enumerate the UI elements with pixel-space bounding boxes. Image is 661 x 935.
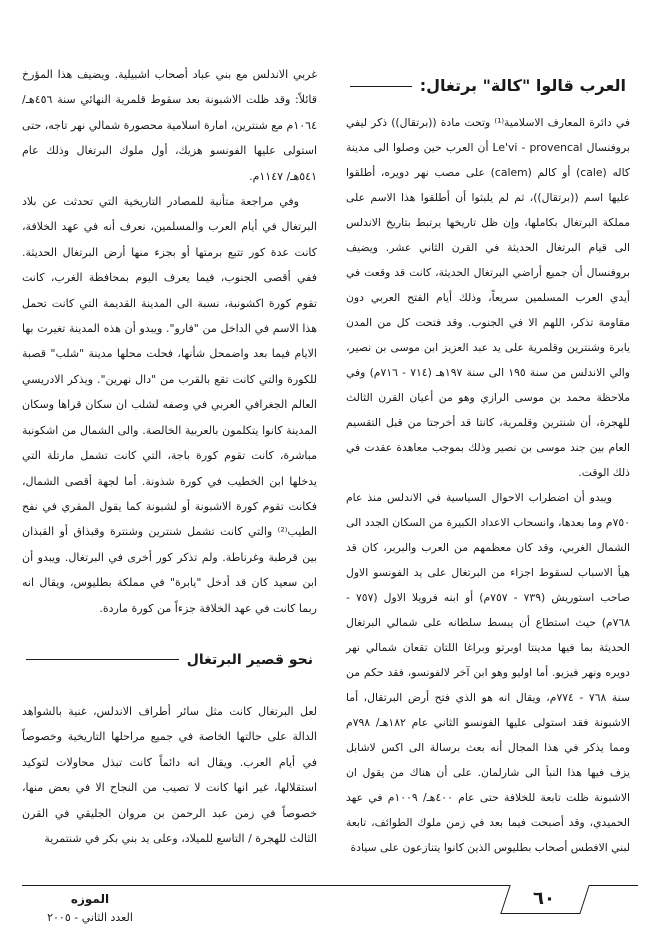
article-heading <box>346 62 630 110</box>
page-number: ٦٠ <box>533 888 555 909</box>
issue-info: العدد الثاني - ٢٠٠٥ <box>47 911 133 924</box>
left-column <box>22 62 317 851</box>
article-title: العرب قالوا "كالة" برتغال: <box>419 76 626 95</box>
section-title: نحو قصير البرتغال <box>186 651 313 668</box>
heading-rule <box>350 86 412 87</box>
paragraph: ويبدو أن اضطراب الاحوال السياسية في الاندلس منذ عام ٧٥٠م وما بعدها، وانسحاب الاعداد الكبيرة من السكان الجدد الى الشمال الغربي، وقد كان معظمهم من العرب والبربر، كان قد هيأ الاسباب لسقوط اجزاء من البرتغال على يد الفونسو الاول صاحب استوريش (٧٣٩ - ٧٥٧م) أو ابنه فرويلا الاول (٧٥٧ - ٧٦٨م) حيث استطاع أن يبسط سلطانه على شمالي البرتغال الحديثة بما فيها مدينتا اوبرتو وبراغا اللتان تقعان شمالي نهر دويره ونهر فيزيو. أما اوليو وهو ابن آخر لالفونسو، فقد حكم من سنة ٧٦٨ - ٧٧٤م، ويقال انه هو الذي فتح أرض البرتقال، أما الاشبونة فقد استولى عليها الفونسو الثاني عام ١٨٢هـ/ ٧٩٨م ومما يذكر في هذا المجال أنه بعث برسالة الى اكس لاشابل يزف فيها هذا النبأ الى شارلمان. على أن هناك من يقول ان الاشبونة ظلت تابعة للخلافة حتى عام ٤٠٠هـ/ ١٠٠٩م في عهد الحميدي، وقد أصبحت فيما بعد في زمن ملوك الطوائف، تابعة لبني الافطس أصحاب بطليوس الذين كانوا يتنازعون على سيادة <box>346 491 631 854</box>
paragraph: في دائرة المعارف الاسلامية⁽¹⁾ وتحت مادة ((برتقال)) ذكر ليفي بروفنسال Le'vi - provencal أن العرب حين وصلوا الى مدينة كاله (cale) أو كالم (calem) على مصب نهر دويره، أطلقوا عليها اسم ((برتقال))، ثم لم يلبثوا أن أطلقوا هذا الاسم على مملكة البرتغال بكاملها، وإن ظل تاريخها يرتبط بتاريخ الاندلس الى قيام البرتغال الحديثة في القرن الثاني عشر. ويضيف بروفنسال أن جميع أراضي البرتغال الحديثة، كانت قد وقعت في أيدي العرب المسلمين سريعاً، وذلك أيام الفتح العربي دون مقاومة تذكر، اللهم الا في الجنوب. وقد فتحت كل من المدن يابرة وشنترين وقلمرية على يد عبد العزيز ابن موسى بن نصير، والي الاندلس من سنة ١٩٥ الى سنة ١٩٧هـ (٧١٤ - ٧١٦م) وفي ملاحظة محمد بن موسى الرازي وهو من أعيان القرن الثالث للهجرة، أن شنترين وقلمرية، كانتا قد أخرجتا من قبل التقسيم العام بين جند موسى بن نصير وذلك بموجب معاهدة عقدت في ذلك الوقت. <box>346 116 631 479</box>
paragraph: لعل البرتغال كانت مثل سائر أطراف الاندلس، غنية بالشواهد الدالة على حالتها الخاصة في جميع مراحلها التاريخية وخصوصاً في أيام العرب. ويقال انه دائماً كانت تبذل محاولات لتوكيد استقلالها، غير انها كانت لا تصيب من النجاح الا في بعض منها، خصوصاً في زمن عبد الرحمن بن مروان الجليقي في القرن الثالث للهجرة / التاسع للميلاد، وعلى يد بني بكر في شنتمرية <box>22 704 317 845</box>
section-heading <box>22 643 317 677</box>
section-heading-rule <box>26 659 179 660</box>
paragraph: غربي الاندلس مع بني عباد أصحاب اشبيلية. ويضيف هذا المؤرخ قائلاً: وقد ظلت الاشبونة بعد سقوط قلمرية النهائي سنة ٤٥٦هـ/ ١٠٦٤م مع شنترين، امارة اسلامية محصورة شمالي نهر تاجه، حتى استولى عليها الفونسو هزيك، أول ملوك البرتغال وذلك عام ٥٤١هـ/ ١١٤٧م. <box>22 68 317 183</box>
magazine-name: الموزه <box>70 892 110 906</box>
right-column <box>346 62 630 860</box>
paragraph: وفي مراجعة متأنية للمصادر التاريخية التي تحدثت عن بلاد البرتغال في أيام العرب والمسلمين، نعرف أنه في عهد الخلافة، كانت عدة كور تتبع برمتها أو بجزء منها أرض البرتغال الحديثة. ففي أقصى الجنوب، فيما يعرف اليوم بمحافظة الغرب، كانت تقوم كورة اكشونبة، نسبة الى المدينة القديمة التي كانت تحمل هذا الاسم في الداخل من "فارو". ويبدو أن هذه المدينة تغيرت بها الايام فيما بعد واضمحل شأنها، فحلت محلها مدينة "شلب" قصبة للكورة والتي كانت تقع بالقرب من "دال نهرين". ويذكر الادريسي العالم الجغرافي العربي في وصفه لشلب ان سكان قراها وسكان المدينة كانوا يتكلمون بالعربية الخالصة. والى الشمال من اشكونبة مباشرة، كانت تقوم كورة باجة، التي كانت تشمل مارتلة التي يدخلها ابن الخطيب في كورة شذونة. أما لجهة أقصى الشمال، فكانت تقوم كورة الاشبونة أو لشبونة كما يقول المقري في نفح الطيب⁽²⁾ والتي كانت تشمل شنترين وشنترة وقبذاق أو القبذان بين قرطبة وغرناطة. ولم تذكر كور أخرى في البرتغال. ويبدو أن ابن سعيد كان قد أدخل "يابرة" في مملكة بطليوس، ويقال انه ربما كانت في عهد الخلافة جزءاً من كورة ماردة. <box>22 195 317 615</box>
